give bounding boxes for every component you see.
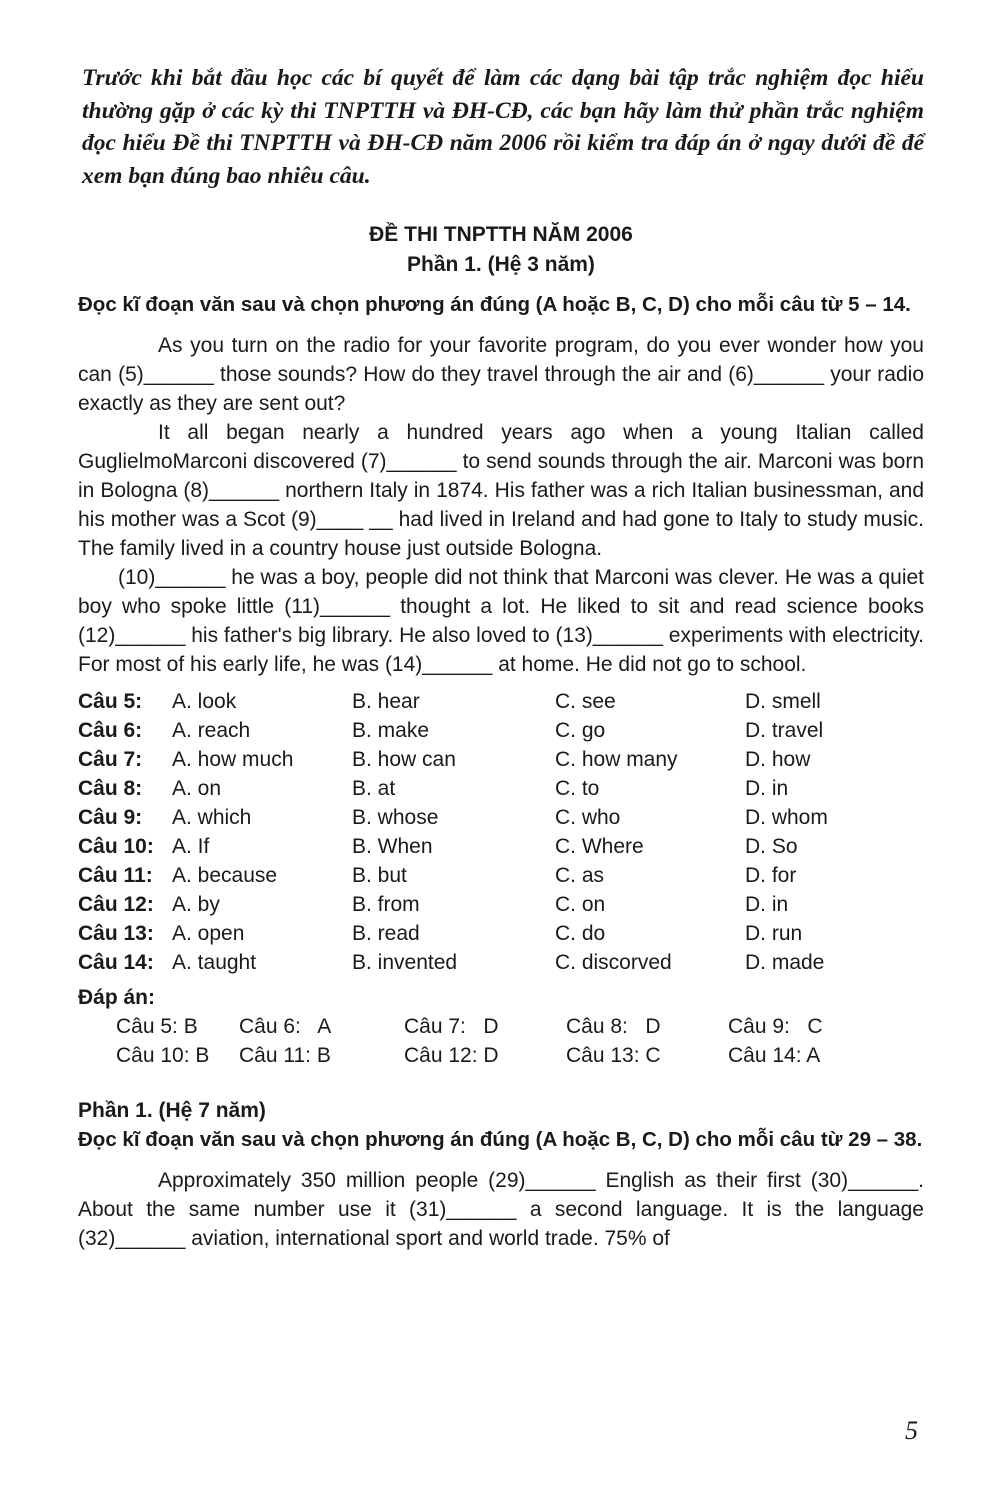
question-label: Câu 11: (78, 864, 153, 887)
question-label: Câu 8: (78, 777, 143, 800)
exam-title: ĐỀ THI TNPTTH NĂM 2006 (369, 223, 633, 246)
answer-row (116, 1041, 823, 1070)
option-a: A. reach (172, 719, 251, 742)
option-a: A. If (172, 835, 210, 858)
option-d: D. in (745, 893, 789, 916)
answers-heading: Đáp án: (78, 986, 156, 1009)
option-b: B. hear (352, 690, 420, 713)
question-row (78, 716, 828, 745)
option-a: A. on (172, 777, 222, 800)
answer-cell: Câu 10: B (116, 1044, 210, 1067)
option-a: A. which (172, 806, 252, 829)
option-c: C. Where (555, 835, 644, 858)
option-a: A. taught (172, 951, 257, 974)
answer-cell: Câu 8: D (566, 1015, 661, 1038)
option-d: D. travel (745, 719, 824, 742)
question-table (78, 687, 828, 977)
passage1-paragraph-2: It all began nearly a hundred years ago when a young Italian called GuglielmoMarconi discovered (7)______ to send sounds through the air. Marconi was born in Bologna (8)______ northern Italy in 1874. His father was a rich Italian businessman, and his mother was a Scot (9)____ __ had lived in Ireland and had gone to Italy to study music. The family lived in a country house just outside Bologna. (78, 421, 924, 560)
option-b: B. whose (352, 806, 439, 829)
question-label: Câu 10: (78, 835, 154, 858)
option-c: C. how many (555, 748, 678, 771)
option-a: A. open (172, 922, 245, 945)
answer-cell: Câu 6: A (239, 1015, 332, 1038)
option-c: C. do (555, 922, 606, 945)
page-content (78, 62, 924, 1253)
option-c: C. who (555, 806, 621, 829)
part2-title: Phần 1. (Hệ 7 năm) (78, 1099, 266, 1122)
option-d: D. for (745, 864, 797, 887)
option-c: C. to (555, 777, 600, 800)
option-a: A. by (172, 893, 220, 916)
option-d: D. in (745, 777, 789, 800)
option-b: B. read (352, 922, 420, 945)
page-number: 5 (905, 1416, 918, 1445)
option-c: C. see (555, 690, 616, 713)
option-b: B. invented (352, 951, 458, 974)
answer-row (116, 1012, 823, 1041)
option-a: A. how much (172, 748, 294, 771)
part1-instruction: Đọc kĩ đoạn văn sau và chọn phương án đúng (A hoặc B, C, D) cho mỗi câu từ 5 – 14. (78, 293, 911, 316)
option-b: B. at (352, 777, 396, 800)
option-b: B. from (352, 893, 420, 916)
intro-paragraph: Trước khi bắt đầu học các bí quyết để làm các dạng bài tập trắc nghiệm đọc hiểu thường gặp ở các kỳ thi TNPTTH và ĐH-CĐ, các bạn hãy làm thử phần trắc nghiệm đọc hiểu Đề thi TNPTTH và ĐH-CĐ năm 2006 rồi kiểm tra đáp án ở ngay dưới đề để xem bạn đúng bao nhiêu câu. (82, 65, 924, 189)
answer-key-table (116, 1012, 823, 1070)
question-row (78, 803, 828, 832)
question-label: Câu 6: (78, 719, 143, 742)
passage1-paragraph-1: As you turn on the radio for your favorite program, do you ever wonder how you can (5)______ those sounds? How do they travel through the air and (6)______ your radio exactly as they are sent out? (78, 334, 924, 415)
question-row (78, 832, 828, 861)
option-c: C. as (555, 864, 605, 887)
answer-cell: Câu 7: D (404, 1015, 499, 1038)
option-c: C. go (555, 719, 606, 742)
question-label: Câu 13: (78, 922, 154, 945)
option-d: D. smell (745, 690, 821, 713)
question-row (78, 745, 828, 774)
question-row (78, 948, 828, 977)
question-row (78, 774, 828, 803)
passage1-paragraph-3: (10)______ he was a boy, people did not think that Marconi was clever. He was a quiet boy who spoke little (11)______ thought a lot. He liked to sit and read science books (12)______ his father's big library. He also loved to (13)______ experiments with electricity. For most of his early life, he was (14)______ at home. He did not go to school. (78, 566, 924, 676)
answer-cell: Câu 14: A (728, 1044, 821, 1067)
option-d: D. whom (745, 806, 828, 829)
question-label: Câu 9: (78, 806, 143, 829)
question-label: Câu 14: (78, 951, 154, 974)
option-a: A. because (172, 864, 278, 887)
question-row (78, 861, 828, 890)
question-label: Câu 7: (78, 748, 143, 771)
option-b: B. how can (352, 748, 456, 771)
part2-instruction: Đọc kĩ đoạn văn sau và chọn phương án đúng (A hoặc B, C, D) cho mỗi câu từ 29 – 38. (78, 1128, 923, 1151)
answer-cell: Câu 5: B (116, 1015, 198, 1038)
answer-cell: Câu 9: C (728, 1015, 823, 1038)
option-d: D. run (745, 922, 803, 945)
passage2-paragraph: Approximately 350 million people (29)______ English as their first (30)______. About the same number use it (31)______ a second language. It is the language (32)______ aviation, international sport and world trade. 75% of (78, 1169, 924, 1250)
option-b: B. make (352, 719, 430, 742)
option-c: C. discorved (555, 951, 672, 974)
question-row (78, 919, 828, 948)
option-c: C. on (555, 893, 606, 916)
option-a: A. look (172, 690, 237, 713)
answer-cell: Câu 12: D (404, 1044, 499, 1067)
question-row (78, 890, 828, 919)
option-b: B. When (352, 835, 433, 858)
question-row (78, 687, 828, 716)
option-d: D. how (745, 748, 811, 771)
option-b: B. but (352, 864, 407, 887)
answer-cell: Câu 11: B (239, 1044, 331, 1067)
option-d: D. made (745, 951, 825, 974)
question-label: Câu 12: (78, 893, 154, 916)
question-label: Câu 5: (78, 690, 143, 713)
answer-cell: Câu 13: C (566, 1044, 661, 1067)
part1-title: Phần 1. (Hệ 3 năm) (407, 253, 595, 276)
option-d: D. So (745, 835, 798, 858)
